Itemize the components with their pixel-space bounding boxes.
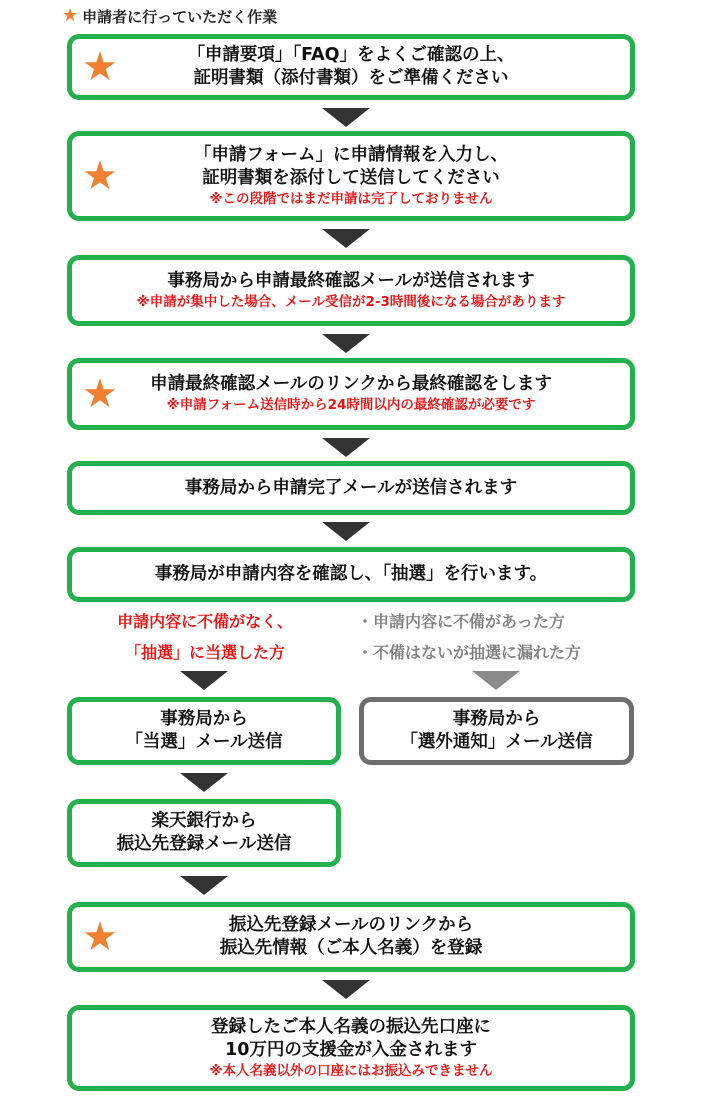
step-text: 「当選」メール送信 <box>125 732 283 752</box>
winner-mail-box <box>67 697 341 765</box>
step-text: 楽天銀行から <box>151 811 257 831</box>
star-icon: ★ <box>82 153 118 199</box>
step-text: 振込先登録メールのリンクから <box>228 915 474 935</box>
legend-text: 申請者に行っていただく作業 <box>82 7 278 26</box>
arrow-down-icon <box>180 773 228 792</box>
step-final-confirm <box>67 358 635 430</box>
arrow-down-icon <box>180 671 228 690</box>
arrow-down-icon <box>180 876 228 895</box>
branch-text: ・申請内容に不備があった方 <box>357 612 565 631</box>
branch-text: ・不備はないが抽選に漏れた方 <box>357 643 582 662</box>
star-icon: ★ <box>82 914 118 960</box>
step-note: ※本人名義以外の口座にはお振込みできません <box>209 1062 493 1079</box>
step-text: 振込先情報（ご本人名義）を登録 <box>219 938 483 958</box>
step-text: 証明書類（添付書類）をご準備ください <box>193 68 509 88</box>
step-submit-form <box>67 131 635 221</box>
step-text: 10万円の支援金が入金されます <box>225 1039 477 1060</box>
step-note: ※申請が集中した場合、メール受信が2-3時間後になる場合があります <box>136 293 566 310</box>
arrow-down-icon <box>322 522 370 541</box>
step-text: 登録したご本人名義の振込先口座に <box>211 1016 491 1037</box>
star-icon: ★ <box>82 44 118 90</box>
arrow-down-icon <box>322 229 370 248</box>
step-text: 事務局が申請内容を確認し、「抽選」を行います。 <box>154 564 548 584</box>
step-text: 申請最終確認メールのリンクから最終確認をします <box>150 374 552 394</box>
step-text: 事務局から <box>452 709 541 729</box>
step-confirmation-mail <box>67 255 635 326</box>
step-text: 「申請フォーム」に申請情報を入力し、 <box>193 144 509 165</box>
step-text: 振込先登録メール送信 <box>116 834 292 854</box>
step-text: 証明書類を添付して送信してください <box>202 167 500 188</box>
step-text: 事務局から申請完了メールが送信されます <box>184 477 518 498</box>
register-account-box <box>67 902 635 972</box>
star-icon: ★ <box>62 5 79 26</box>
legend <box>62 6 277 26</box>
step-text: 「選外通知」メール送信 <box>400 732 593 752</box>
step-completion-mail <box>67 461 635 515</box>
arrow-down-icon <box>322 438 370 457</box>
step-note: ※この段階ではまだ申請は完了しておりません <box>209 190 493 207</box>
final-payment-box <box>67 1005 635 1091</box>
loser-mail-box <box>359 697 634 765</box>
branch-text: 「抽選」に当選した方 <box>124 643 285 662</box>
step-text: 事務局から <box>160 709 248 729</box>
arrow-down-icon <box>322 980 370 999</box>
arrow-down-icon <box>322 108 370 127</box>
step-prepare-documents <box>67 34 635 100</box>
step-text: 「申請要項」「FAQ」をよくご確認の上、 <box>187 45 515 65</box>
step-lottery <box>67 547 635 602</box>
star-icon: ★ <box>82 371 118 417</box>
arrow-down-icon <box>472 671 520 690</box>
step-note: ※申請フォーム送信時から24時間以内の最終確認が必要です <box>166 397 536 413</box>
bank-mail-box <box>67 799 341 867</box>
step-text: 事務局から申請最終確認メールが送信されます <box>167 270 535 291</box>
branch-loser-label <box>357 606 657 668</box>
arrow-down-icon <box>322 334 370 353</box>
branch-winner-label <box>85 606 325 668</box>
branch-text: 申請内容に不備がなく、 <box>117 612 293 631</box>
